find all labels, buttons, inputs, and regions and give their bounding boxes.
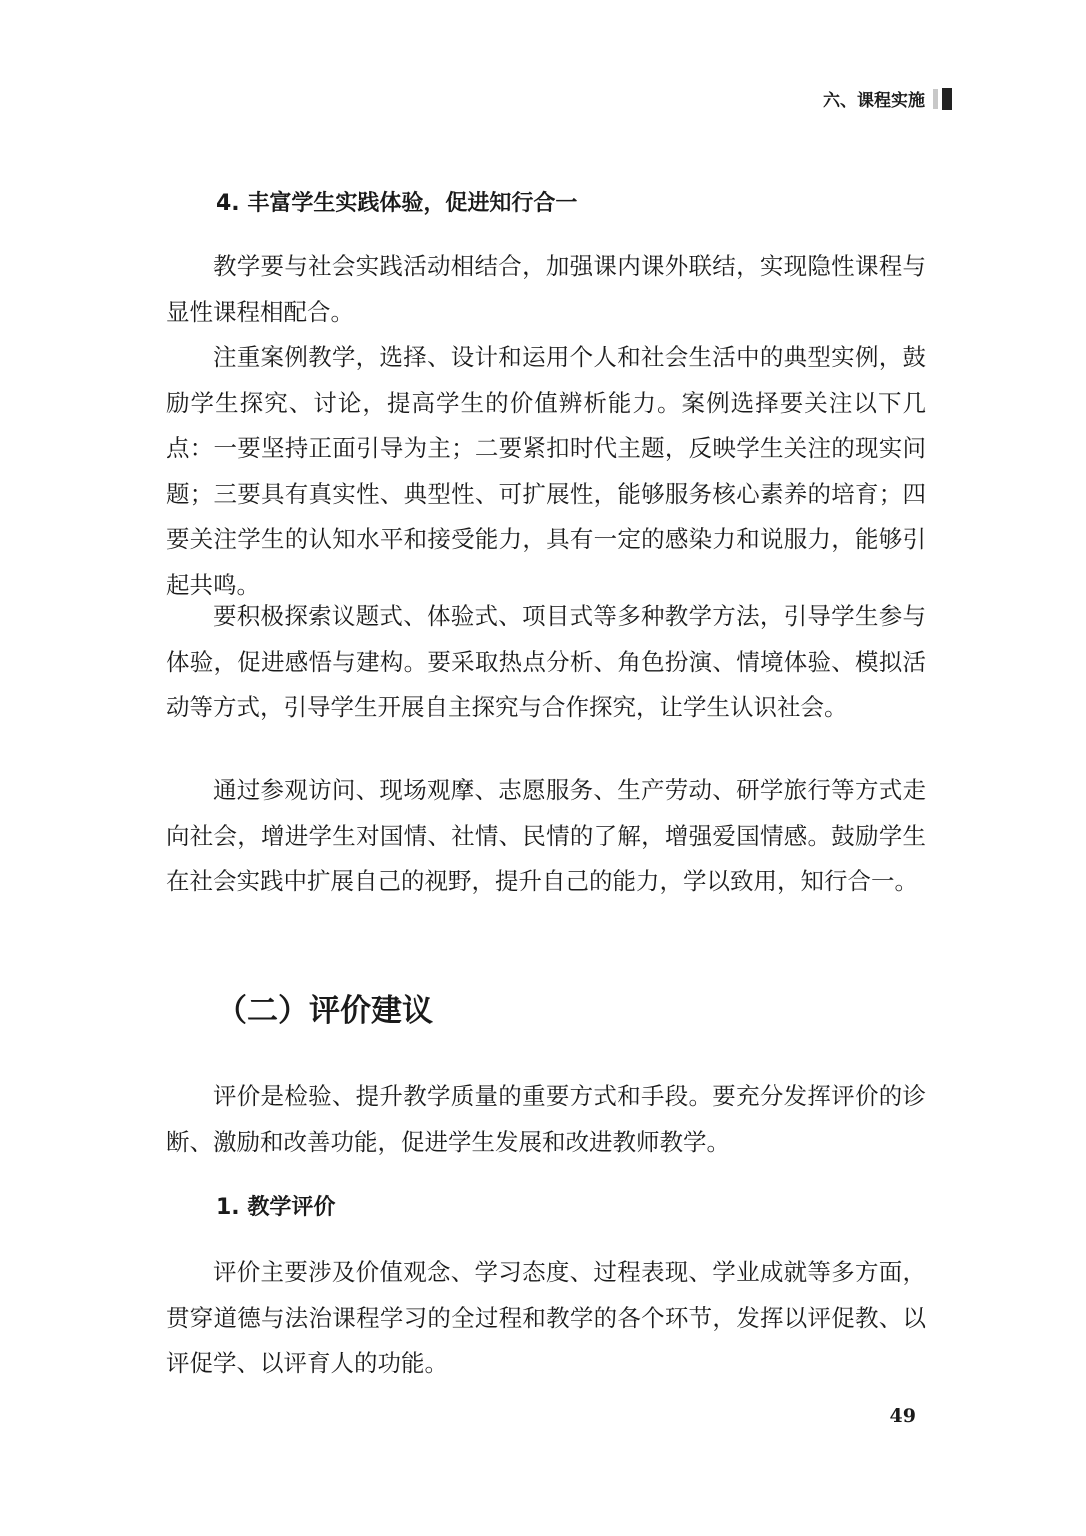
teaching-evaluation-heading: 1. 教学评价 xyxy=(216,1195,336,1220)
section-4-paragraph-3: 要积极探索议题式、体验式、项目式等多种教学方法，引导学生参与体验，促进感悟与建构。要采取热点分析、角色扮演、情境体验、模拟活动等方式，引导学生开展自主探究与合作探究，让学生认识社会。 xyxy=(166,602,926,721)
teaching-evaluation-paragraph: 评价主要涉及价值观念、学习态度、过程表现、学业成就等多方面，贯穿道德与法治课程学习的全过程和教学的各个环节，发挥以评促教、以评促学、以评育人的功能。 xyxy=(166,1258,926,1377)
evaluation-heading: （二）评价建议 xyxy=(216,993,433,1029)
running-header-title: 六、课程实施 xyxy=(823,91,925,111)
header-bar-thick xyxy=(942,88,952,110)
page-number: 49 xyxy=(889,1405,916,1427)
running-header xyxy=(823,86,952,111)
section-4-paragraph-1: 教学要与社会实践活动相结合，加强课内课外联结，实现隐性课程与显性课程相配合。 xyxy=(166,252,926,326)
evaluation-intro-paragraph: 评价是检验、提升教学质量的重要方式和手段。要充分发挥评价的诊断、激励和改善功能，促进学生发展和改进教师教学。 xyxy=(166,1082,926,1156)
section-4-heading: 4. 丰富学生实践体验，促进知行合一 xyxy=(216,191,578,216)
header-bar-thin xyxy=(933,89,938,109)
section-4-paragraph-4: 通过参观访问、现场观摩、志愿服务、生产劳动、研学旅行等方式走向社会，增进学生对国情、社情、民情的了解，增强爱国情感。鼓励学生在社会实践中扩展自己的视野，提升自己的能力，学以致用，知行合一。 xyxy=(166,776,926,895)
section-4-paragraph-2: 注重案例教学，选择、设计和运用个人和社会生活中的典型实例，鼓励学生探究、讨论，提高学生的价值辨析能力。案例选择要关注以下几点：一要坚持正面引导为主；二要紧扣时代主题，反映学生关注的现实问题；三要具有真实性、典型性、可扩展性，能够服务核心素养的培育；四要关注学生的认知水平和接受能力，具有一定的感染力和说服力，能够引起共鸣。 xyxy=(166,343,926,599)
header-bar-mark xyxy=(933,88,952,110)
